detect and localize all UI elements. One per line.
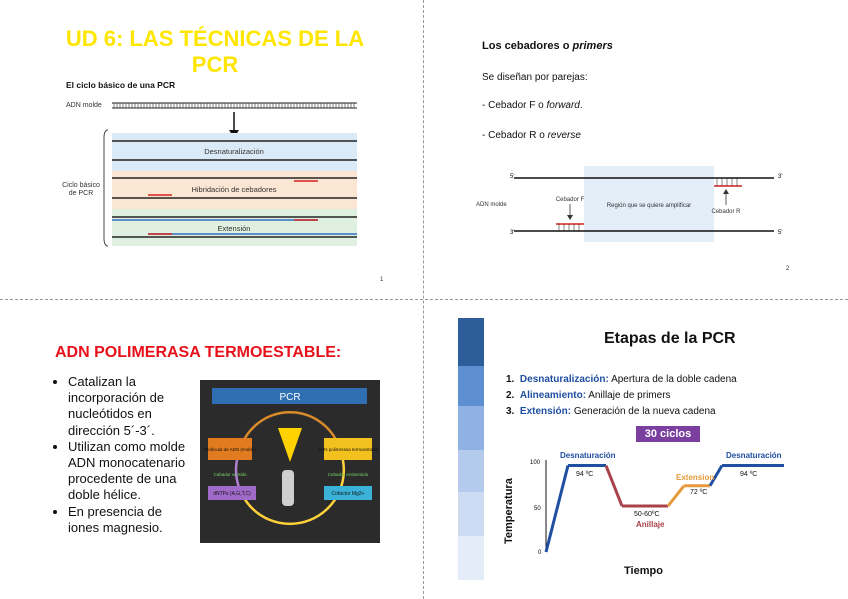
region-label: Región que se quiere amplificar <box>606 203 692 209</box>
chart-segment <box>546 466 568 552</box>
step-extension: Extensión <box>217 224 251 233</box>
svg-text:3': 3' <box>510 230 515 236</box>
bullet-2: • Utilizan como molde ADN monocatenario procedente de una doble hélice. <box>68 439 218 504</box>
ann-denat-2: Desnaturación <box>726 451 782 460</box>
steps-list <box>506 372 737 420</box>
image-header: PCR <box>279 392 301 403</box>
box-cofactor: Cofactor Mg2+ <box>331 491 365 497</box>
page-number-1: 1 <box>380 277 384 283</box>
slide-1 <box>0 0 423 299</box>
y-axis-label: Temperatura <box>503 478 515 544</box>
cycles-badge: 30 ciclos <box>636 426 700 442</box>
svg-text:5': 5' <box>510 174 515 180</box>
line2-italic: forward <box>546 100 580 111</box>
slide-1-subtitle: El ciclo básico de una PCR <box>66 80 176 90</box>
step-1: 1. Desnaturalización: Apertura de la doble cadena <box>506 374 737 385</box>
step-2: 2. Alineamiento: Anillaje de primers <box>506 390 671 401</box>
bullet-3: • En presencia de iones magnesio. <box>68 504 218 536</box>
adn-molde-strands <box>112 103 357 108</box>
svg-text:0: 0 <box>538 550 542 556</box>
ciclo-label: Ciclo básico de PCR <box>62 182 100 197</box>
ann-extension: Extension <box>676 473 715 482</box>
primers-diagram <box>424 0 848 299</box>
line3-italic: reverse <box>547 130 581 141</box>
arrow-antisentido: Cebador Antisentido <box>327 472 369 477</box>
slide-4-title: Etapas de la PCR <box>604 330 736 347</box>
box-polimerasa: ADN polimerasa termoestable <box>317 447 379 452</box>
svg-text:50: 50 <box>534 506 541 512</box>
ann-denat-2-temp: 94 ºC <box>740 471 758 478</box>
slide-2-line-1: Se diseñan por parejas: <box>482 72 588 83</box>
line3-prefix: - Cebador R o <box>482 130 548 141</box>
page-number-2: 2 <box>786 266 790 272</box>
adn-molde-label: ADN molde <box>66 102 102 109</box>
svg-text:3': 3' <box>778 174 783 180</box>
adn-molde-label-2: ADN molde <box>476 202 507 208</box>
svg-text:5': 5' <box>778 230 783 236</box>
ann-denat-1-temp: 94 ºC <box>576 471 594 478</box>
step-hibridacion: Hibridación de cebadores <box>191 185 277 194</box>
title-italic: primers <box>572 40 613 52</box>
step-desnaturalizacion: Desnaturalización <box>204 147 264 156</box>
box-dntps: dNTPs (A,G,T,C) <box>213 491 251 497</box>
pcr-temperature-chart <box>484 444 784 584</box>
pcr-components-image <box>200 380 380 543</box>
chart-segment <box>606 466 622 506</box>
box-adn-molde: Molécula de ADN (molde) <box>204 447 256 452</box>
ann-anillaje: Anillaje <box>636 520 665 529</box>
slide-3-title: ADN POLIMERASA TERMOESTABLE: <box>55 344 342 361</box>
ann-extension-temp: 72 ºC <box>690 489 708 496</box>
title-prefix: Los cebadores o <box>482 40 573 52</box>
x-axis-label: Tiempo <box>624 565 663 577</box>
line2-prefix: - Cebador F o <box>482 100 547 111</box>
slide-2 <box>424 0 848 299</box>
slide-4 <box>424 300 848 599</box>
chart-segment <box>668 486 684 506</box>
arrow-sentido: Cebador sentido <box>213 472 247 477</box>
bullet-list <box>52 374 218 536</box>
ann-denat-1: Desnaturación <box>560 451 616 460</box>
step-3: 3. Extensión: Generación de la nueva cadena <box>506 406 716 417</box>
cebador-f-label: Cebador F <box>555 197 585 203</box>
bullet-1: • Catalizan la incorporación de nucleótidos en dirección 5´-3´. <box>68 374 218 439</box>
cycle-bracket <box>104 130 108 246</box>
line2-suffix: . <box>579 100 583 111</box>
left-color-bar <box>458 318 484 580</box>
slide-1-title: UD 6: LAS TÉCNICAS DE LA PCR <box>65 26 365 77</box>
svg-text:100: 100 <box>530 460 541 466</box>
cebador-r-label: Cebador R <box>711 209 741 215</box>
pcr-cycle-diagram <box>0 0 423 299</box>
slide-3 <box>0 300 423 599</box>
ann-anillaje-temp: 50-60ºC <box>634 511 660 518</box>
